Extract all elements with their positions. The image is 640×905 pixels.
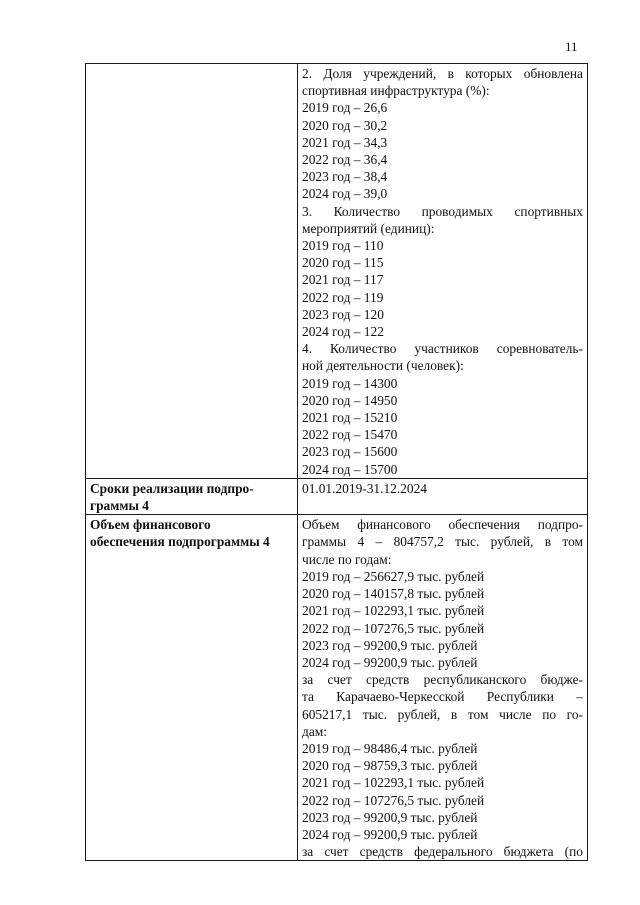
indicator-2-2020: 2020 год – 30,2: [302, 117, 388, 133]
republican-budget-line: та Карачаево-Черкесской Республики –: [302, 689, 583, 705]
indicator-4-2020: 2020 год – 14950: [302, 392, 398, 408]
funding-year-2019: 2019 год – 256627,9 тыс. рублей: [302, 568, 485, 584]
terms-label-line: Сроки реализации подпро-: [90, 480, 254, 496]
indicator-3-2021: 2021 год – 117: [302, 272, 384, 288]
funding-total-line: Объем финансового обеспечения подпро-: [302, 517, 583, 533]
terms-value-cell: [298, 478, 588, 514]
table-row-terms: [86, 478, 588, 514]
funding-value-cell: [298, 515, 588, 861]
indicator-2-2022: 2022 год – 36,4: [302, 152, 388, 168]
funding-label-line: обеспечения подпрограммы 4: [90, 534, 270, 550]
table-row-funding: [86, 515, 588, 861]
terms-label-line: граммы 4: [90, 498, 149, 514]
table-row-indicators: [86, 64, 588, 479]
indicator-2-2021: 2021 год – 34,3: [302, 134, 388, 150]
republican-year-2023: 2023 год – 99200,9 тыс. рублей: [302, 809, 478, 825]
indicator-3-2019: 2019 год – 110: [302, 238, 384, 254]
republican-budget-line: дам:: [302, 723, 327, 739]
terms-label-cell: [86, 478, 298, 514]
indicator-4-unit: ной деятельности (человек):: [302, 358, 464, 374]
funding-label-cell: [86, 515, 298, 861]
indicator-2-2023: 2023 год – 38,4: [302, 169, 388, 185]
indicator-2-2024: 2024 год – 39,0: [302, 186, 388, 202]
republican-budget-line: за счет средств республиканского бюдже-: [302, 672, 583, 688]
label-cell-empty: [86, 64, 298, 479]
republican-year-2019: 2019 год – 98486,4 тыс. рублей: [302, 740, 478, 756]
republican-year-2020: 2020 год – 98759,3 тыс. рублей: [302, 758, 478, 774]
republican-year-2021: 2021 год – 102293,1 тыс. рублей: [302, 775, 485, 791]
indicator-3-2023: 2023 год – 120: [302, 306, 384, 322]
funding-year-2022: 2022 год – 107276,5 тыс. рублей: [302, 620, 485, 636]
republican-year-2024: 2024 год – 99200,9 тыс. рублей: [302, 826, 478, 842]
funding-year-2021: 2021 год – 102293,1 тыс. рублей: [302, 603, 485, 619]
indicator-3-title: 3. Количество проводимых спортивных: [302, 203, 583, 219]
funding-year-2023: 2023 год – 99200,9 тыс. рублей: [302, 637, 478, 653]
indicator-2-2019: 2019 год – 26,6: [302, 100, 388, 116]
indicator-3-2020: 2020 год – 115: [302, 255, 384, 271]
terms-value: 01.01.2019-31.12.2024: [302, 480, 427, 496]
indicator-2-unit: спортивная инфраструктура (%):: [302, 83, 490, 99]
indicator-4-2019: 2019 год – 14300: [302, 375, 398, 391]
indicator-3-2022: 2022 год – 119: [302, 289, 384, 305]
funding-total-line: граммы 4 – 804757,2 тыс. рублей, в том: [302, 534, 583, 550]
indicator-4-2023: 2023 год – 15600: [302, 444, 398, 460]
funding-year-2020: 2020 год – 140157,8 тыс. рублей: [302, 586, 485, 602]
indicator-4-2021: 2021 год – 15210: [302, 410, 398, 426]
indicator-3-unit: мероприятий (единиц):: [302, 220, 435, 236]
funding-year-2024: 2024 год – 99200,9 тыс. рублей: [302, 654, 478, 670]
funding-label-line: Объем финансового: [90, 517, 211, 533]
indicator-4-2022: 2022 год – 15470: [302, 427, 398, 443]
passport-table: [85, 63, 588, 861]
indicator-2-title: 2. Доля учреждений, в которых обновлена: [302, 66, 583, 81]
indicators-cell: [298, 64, 588, 479]
republican-budget-line: 605217,1 тыс. рублей, в том числе по го-: [302, 706, 583, 722]
indicator-3-2024: 2024 год – 122: [302, 324, 384, 340]
indicator-4-title: 4. Количество участников соревнователь-: [302, 341, 583, 357]
page-number: 11: [565, 39, 578, 54]
indicator-4-2024: 2024 год – 15700: [302, 461, 398, 477]
federal-budget-line: за счет средств федерального бюджета (по: [302, 844, 583, 860]
funding-total-line: числе по годам:: [302, 551, 392, 567]
republican-year-2022: 2022 год – 107276,5 тыс. рублей: [302, 792, 485, 808]
